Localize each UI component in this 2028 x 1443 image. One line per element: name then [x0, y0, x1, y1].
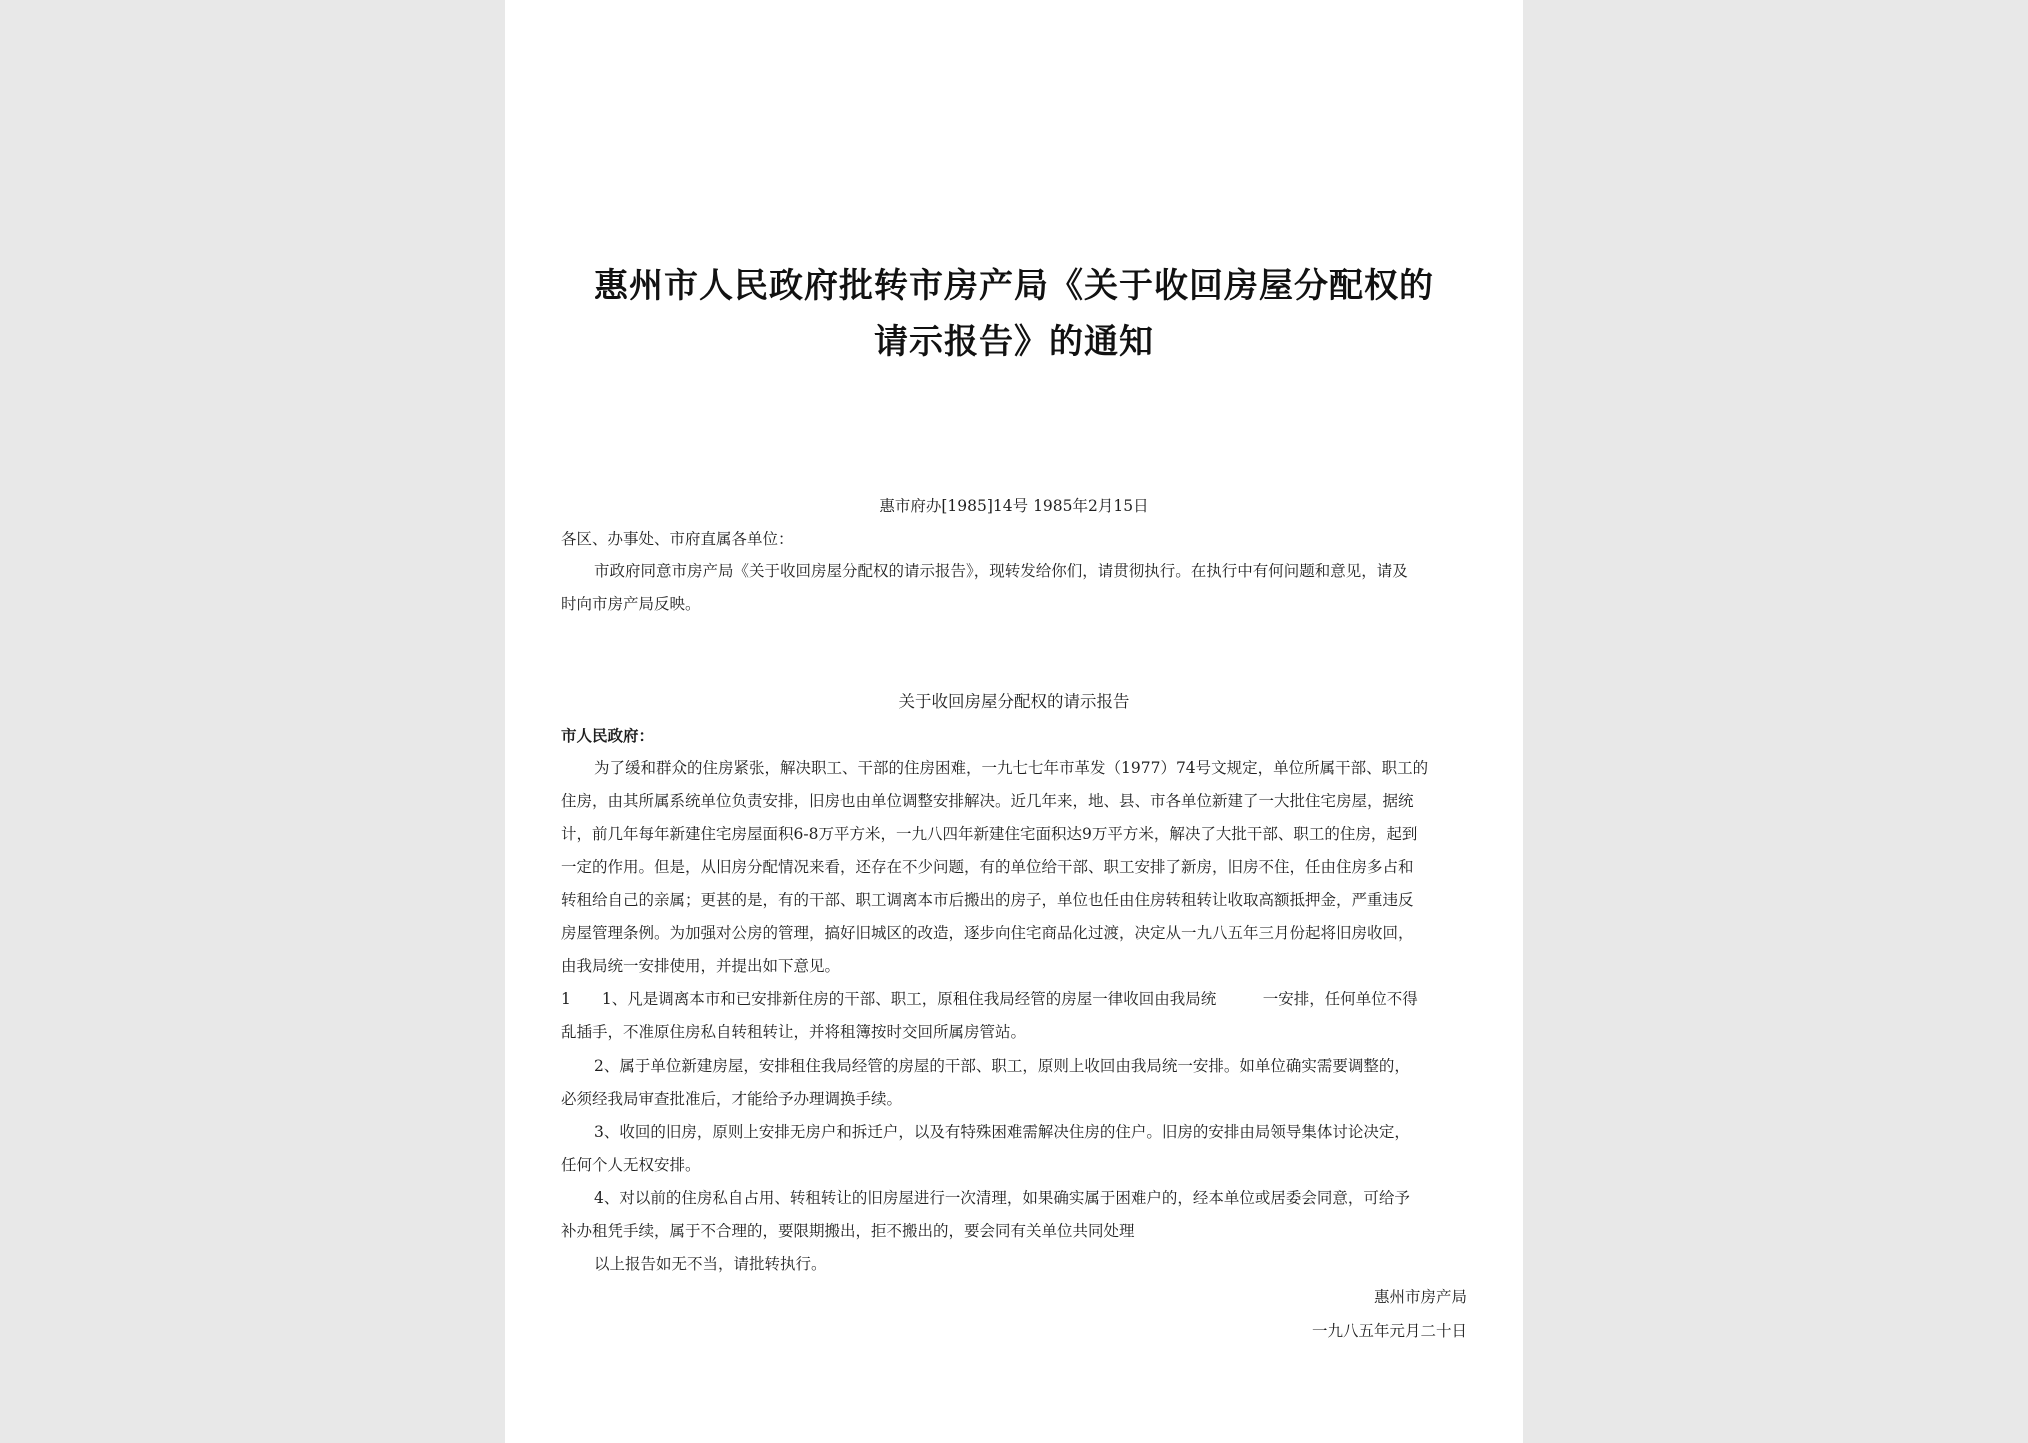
signature: 惠州市房产局: [1373, 1288, 1467, 1306]
report-line: 2、属于单位新建房屋，安排租住我局经管的房屋的干部、职工，原则上收回由我局统一安排。如单位确实需要调整的，: [594, 1057, 1410, 1075]
addressee: 各区、办事处、市府直属各单位：: [561, 530, 794, 548]
report-line: 补办租凭手续，属于不合理的，要限期搬出，拒不搬出的，要会同有关单位共同处理: [561, 1222, 1135, 1240]
title-line: 惠州市人民政府批转市房产局《关于收回房屋分配权的: [594, 266, 1434, 306]
report-line: 1 1、凡是调离本市和已安排新住房的干部、职工，原租住我局经管的房屋一律收回由我局统 一安排，任何单位不得: [561, 990, 1418, 1008]
report-title: 关于收回房屋分配权的请示报告: [898, 692, 1130, 711]
report-line: 由我局统一安排使用，并提出如下意见。: [561, 957, 841, 975]
report-line: 转租给自己的亲属；更甚的是，有的干部、职工调离本市后搬出的房子，单位也任由住房转租转让收取高额抵押金，严重违反: [561, 891, 1414, 909]
report-line: 乱插手，不准原住房私自转租转让，并将租簿按时交回所属房管站。: [561, 1023, 1027, 1041]
report-line: 4、对以前的住房私自占用、转租转让的旧房屋进行一次清理，如果确实属于困难户的，经本单位或居委会同意，可给予: [594, 1189, 1410, 1207]
report-line: 计，前几年每年新建住宅房屋面积6-8万平方米，一九八四年新建住宅面积达9万平方米，解决了大批干部、职工的住房，起到: [561, 825, 1418, 843]
notice-line: 时向市房产局反映。: [561, 595, 701, 613]
report-addressee: 市人民政府：: [561, 726, 655, 745]
report-line: 3、收回的旧房，原则上安排无房户和拆迁户，以及有特殊困难需解决住房的住户。旧房的安排由局领导集体讨论决定，: [594, 1123, 1410, 1141]
notice-line: 市政府同意市房产局《关于收回房屋分配权的请示报告》，现转发给你们，请贯彻执行。在执行中有何问题和意见，请及: [594, 562, 1408, 580]
report-line: 为了缓和群众的住房紧张，解决职工、干部的住房困难，一九七七年市革发（1977）74号文规定，单位所属干部、职工的: [594, 759, 1429, 777]
document-number: 惠市府办[1985]14号 1985年2月15日: [879, 497, 1149, 515]
report-line: 任何个人无权安排。: [561, 1156, 701, 1174]
report-line: 以上报告如无不当，请批转执行。: [594, 1255, 827, 1273]
signature-date: 一九八五年元月二十日: [1311, 1322, 1467, 1340]
report-line: 必须经我局审查批准后，才能给予办理调换手续。: [561, 1090, 903, 1108]
document-page: [505, 0, 1523, 1443]
report-line: 住房，由其所属系统单位负责安排，旧房也由单位调整安排解决。近几年来，地、县、市各单位新建了一大批住宅房屋，据统: [561, 792, 1414, 810]
report-line: 一定的作用。但是，从旧房分配情况来看，还存在不少问题，有的单位给干部、职工安排了新房，旧房不住，任由住房多占和: [561, 858, 1414, 876]
title-line: 请示报告》的通知: [874, 322, 1154, 362]
document-title: [545, 258, 1483, 370]
report-line: 房屋管理条例。为加强对公房的管理，搞好旧城区的改造，逐步向住宅商品化过渡，决定从一九八五年三月份起将旧房收回，: [561, 924, 1414, 942]
